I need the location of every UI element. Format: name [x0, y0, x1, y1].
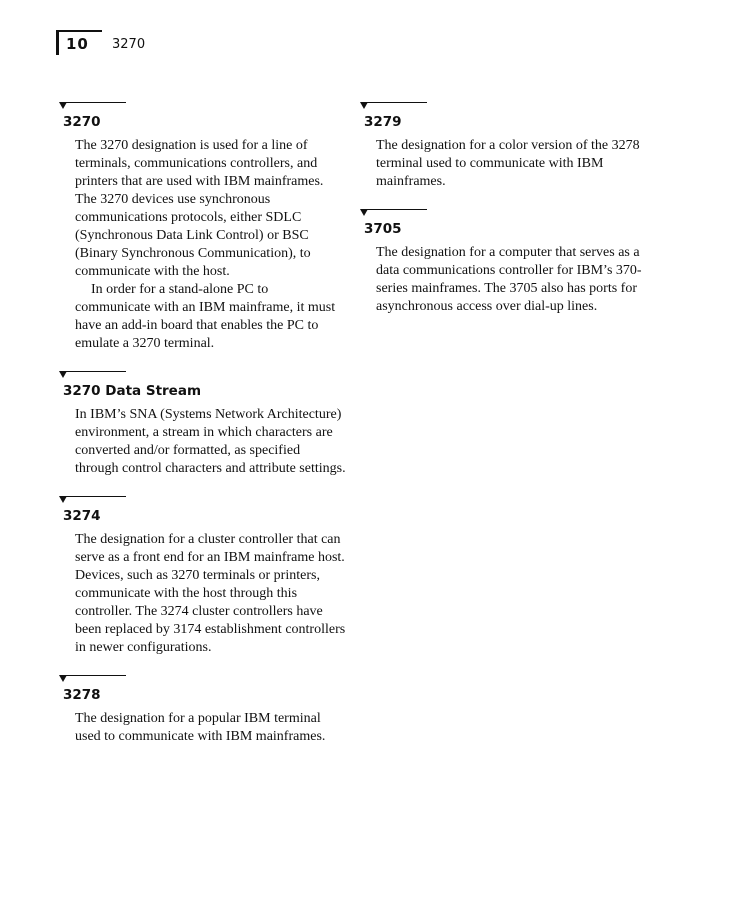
triangle-marker-icon [59, 675, 67, 682]
entry-title: 3270 Data Stream [63, 383, 202, 399]
entry-3270-data-stream [56, 369, 356, 478]
entry-body [376, 137, 648, 191]
header-rule-horizontal [56, 30, 102, 32]
entry-paragraph: The designation for a color version of the 3278 terminal used to communicate with IBM mainframes. [376, 138, 640, 189]
entry-body [75, 531, 347, 657]
marker-rule [361, 209, 427, 210]
left-column [56, 100, 356, 746]
entry-body [75, 137, 347, 353]
triangle-marker-icon [59, 102, 67, 109]
entry-body [75, 710, 347, 746]
entry-marker [56, 494, 356, 504]
marker-rule [60, 496, 126, 497]
entry-marker [357, 100, 657, 110]
entry-title: 3270 [63, 114, 101, 130]
entry-3705 [357, 207, 657, 316]
triangle-marker-icon [360, 209, 368, 216]
entry-3278 [56, 673, 356, 746]
entry-paragraph: In order for a stand-alone PC to communicate with an IBM mainframe, it must have an add-in board that enables the PC to emulate a 3270 terminal. [75, 282, 336, 351]
header-rule-vertical [56, 30, 59, 55]
entry-title: 3274 [63, 508, 101, 524]
entry-title: 3279 [364, 114, 402, 130]
entry-3279 [357, 100, 657, 191]
marker-rule [60, 371, 126, 372]
entry-3274 [56, 494, 356, 657]
entry-title: 3705 [364, 221, 402, 237]
entry-marker [56, 369, 356, 379]
marker-rule [60, 102, 126, 103]
entry-paragraph: In IBM’s SNA (Systems Network Architecture) environment, a stream in which characters are converted and/or formatted, as specified through control characters and attribute settings. [75, 407, 346, 476]
triangle-marker-icon [59, 496, 67, 503]
page-header [56, 30, 176, 58]
entry-marker [357, 207, 657, 217]
entry-paragraph: The designation for a computer that serves as a data communications controller for IBM’s 370-series mainframes. The 3705 also has ports for asynchronous access over dial-up lines. [376, 245, 642, 314]
triangle-marker-icon [360, 102, 368, 109]
right-column [357, 100, 657, 316]
entry-marker [56, 673, 356, 683]
marker-rule [361, 102, 427, 103]
marker-rule [60, 675, 126, 676]
triangle-marker-icon [59, 371, 67, 378]
entry-marker [56, 100, 356, 110]
entry-paragraph: The 3270 designation is used for a line of terminals, communications controllers, and printers that are used with IBM mainframes. The 3270 devices use synchronous communications protocols, either SDLC (Synchronous Data Link Control) or BSC (Binary Synchronous Communication), to communicate with the host. [75, 138, 324, 279]
entry-title: 3278 [63, 687, 101, 703]
page-number: 10 [66, 35, 89, 53]
entry-body [376, 244, 648, 316]
entry-body [75, 406, 347, 478]
entry-paragraph: The designation for a cluster controller that can serve as a front end for an IBM mainframe host. Devices, such as 3270 terminals or printers, communicate with the host through this controller. The 3274 cluster controllers have been replaced by 3174 establishment controllers in newer configurations. [75, 532, 346, 655]
entry-3270 [56, 100, 356, 353]
running-title: 3270 [112, 37, 146, 52]
entry-paragraph: The designation for a popular IBM terminal used to communicate with IBM mainframes. [75, 711, 326, 744]
